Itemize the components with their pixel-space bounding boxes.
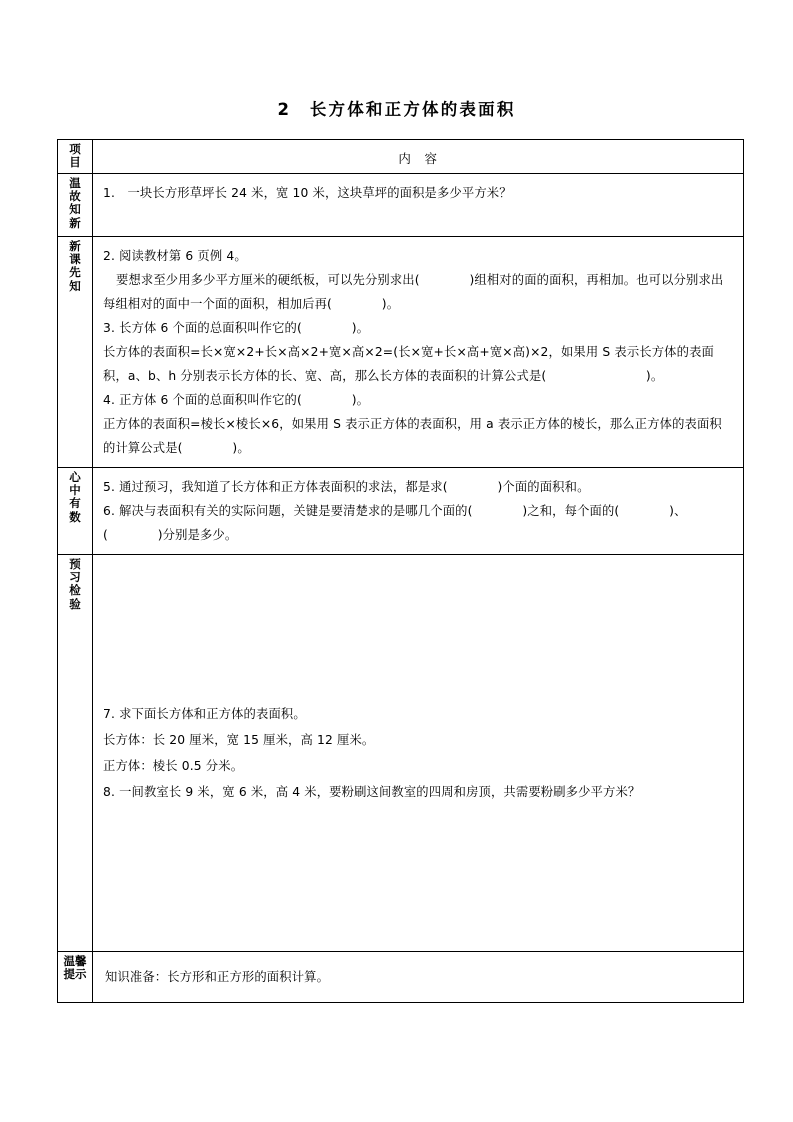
question-line[interactable]: 要想求至少用多少平方厘米的硬纸板，可以先分别求出( )组相对的面的面积，再相加。也可以分别求出每组相对的面中一个面的面积，相加后再( )。	[103, 272, 724, 311]
section-label-cell-review	[58, 173, 93, 236]
question-line: 8. 一间教室长 9 米，宽 6 米，高 4 米，要粉刷这间教室的四周和房顶，共需要粉刷多少平方米？	[103, 784, 641, 799]
content-block-review	[93, 174, 743, 236]
question-line[interactable]: 6. 解决与表面积有关的实际问题，关键是要清楚求的是哪几个面的( )之和，每个面的( )、( )分别是多少。	[103, 503, 687, 542]
header-cell-content	[93, 140, 744, 174]
section-label-check: 预习检验	[69, 556, 81, 611]
section-label-wrap	[58, 468, 92, 527]
question-line[interactable]: 3. 长方体 6 个面的总面积叫作它的( )。	[103, 320, 370, 335]
answer-space[interactable]	[103, 205, 733, 229]
worksheet-table	[57, 139, 744, 1003]
section-content-cell-tip	[93, 951, 744, 1002]
section-label-review: 温故知新	[69, 175, 81, 230]
work-space-bottom[interactable]	[103, 804, 733, 944]
column-header-item: 项目	[69, 142, 81, 170]
section-label-cell-understand	[58, 467, 93, 554]
section-label-cell-preview	[58, 236, 93, 467]
section-label-tip: 温馨提示	[63, 953, 87, 981]
section-label-wrap	[58, 237, 92, 296]
section-content-cell-preview	[93, 236, 744, 467]
content-block-understand	[93, 468, 743, 554]
question-line: 7. 求下面长方体和正方体的表面积。	[103, 706, 306, 721]
table-header-row	[58, 140, 744, 174]
section-label-preview: 新课先知	[69, 238, 81, 293]
section-content-cell-review	[93, 173, 744, 236]
section-label-understand: 心中有数	[69, 469, 81, 524]
table-row	[58, 173, 744, 236]
section-label-wrap	[58, 174, 92, 233]
header-label-wrap	[58, 140, 92, 173]
section-content-cell-check	[93, 554, 744, 951]
section-label-wrap	[58, 555, 92, 614]
question-line: 1. 一块长方形草坪长 24 米，宽 10 米，这块草坪的面积是多少平方米？	[103, 185, 512, 200]
section-label-wrap	[58, 952, 92, 985]
header-cell-label	[58, 140, 93, 174]
section-label-cell-tip	[58, 951, 93, 1002]
content-block-preview	[93, 237, 743, 467]
table-row	[58, 554, 744, 951]
section-content-cell-understand	[93, 467, 744, 554]
section-label-cell-check	[58, 554, 93, 951]
question-line[interactable]: 4. 正方体 6 个面的总面积叫作它的( )。	[103, 392, 370, 407]
table-row	[58, 951, 744, 1002]
content-block-tip	[93, 952, 743, 1002]
question-line: 长方体：长 20 厘米，宽 15 厘米，高 12 厘米。	[103, 732, 375, 747]
content-block-check	[93, 555, 743, 951]
question-line[interactable]: 5. 通过预习，我知道了长方体和正方体表面积的求法，都是求( )个面的面积和。	[103, 479, 590, 494]
table-row	[58, 236, 744, 467]
question-line: 正方体：棱长 0.5 分米。	[103, 758, 244, 773]
tip-line: 知识准备：长方形和正方形的面积计算。	[105, 969, 330, 984]
table-row	[58, 467, 744, 554]
work-space-top[interactable]	[103, 562, 733, 702]
question-line: 2. 阅读教材第 6 页例 4。	[103, 248, 247, 263]
formula-line[interactable]: 正方体的表面积=棱长×棱长×6，如果用 S 表示正方体的表面积，用 a 表示正方体的棱长，那么正方体的表面积的计算公式是( )。	[103, 416, 722, 455]
column-header-content: 内 容	[398, 151, 438, 166]
page-title: 2 长方体和正方体的表面积	[277, 100, 516, 119]
formula-line[interactable]: 长方体的表面积=长×宽×2+长×高×2+宽×高×2=(长×宽+长×高+宽×高)×2，如果用 S 表示长方体的表面积，a、b、h 分别表示长方体的长、宽、高，那么长方体的表面积的计算公式是( )。	[103, 344, 714, 383]
